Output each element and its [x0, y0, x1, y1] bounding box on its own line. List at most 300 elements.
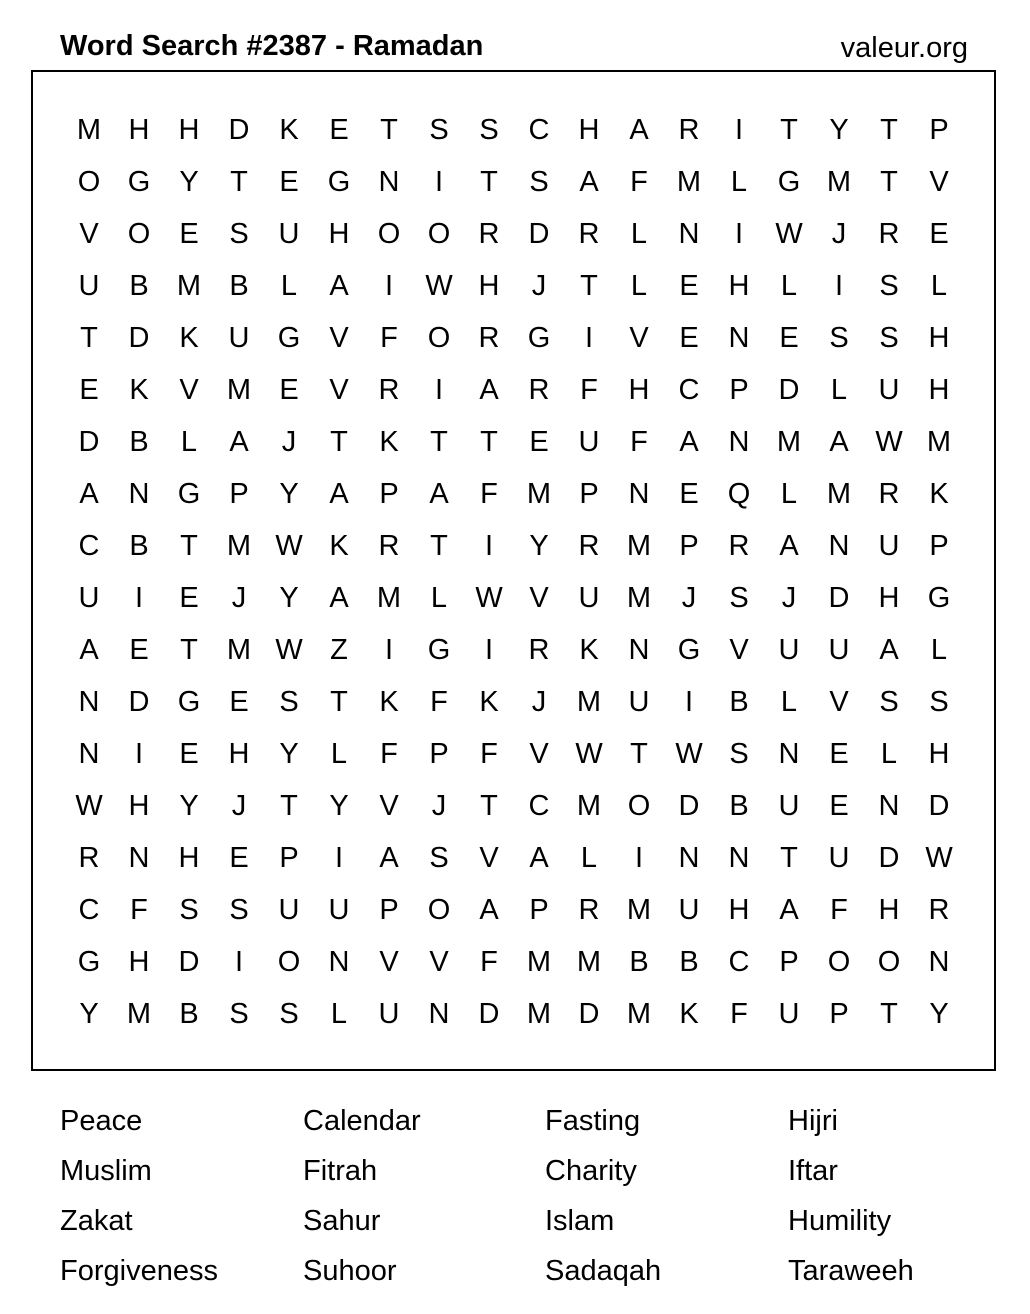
grid-letter: S — [829, 322, 849, 354]
grid-letter: I — [134, 582, 144, 614]
grid-letter: A — [379, 842, 399, 874]
grid-letter: M — [526, 998, 552, 1030]
grid-letter: I — [484, 530, 494, 562]
grid-letter: S — [929, 686, 949, 718]
grid-letter: W — [775, 218, 803, 250]
grid-letter: D — [678, 790, 700, 822]
grid-letter: R — [928, 894, 950, 926]
grid-letter: H — [878, 582, 900, 614]
grid-letter: N — [728, 426, 750, 458]
grid-letter: Y — [179, 166, 199, 198]
grid-letter: H — [628, 374, 650, 406]
grid-letter: F — [480, 946, 498, 978]
grid-letter: N — [128, 842, 150, 874]
grid-letter: L — [330, 998, 348, 1030]
grid-letter: A — [329, 478, 349, 510]
grid-letter: W — [875, 426, 903, 458]
grid-letter: E — [929, 218, 949, 250]
grid-letter: W — [575, 738, 603, 770]
grid-letter: M — [626, 530, 652, 562]
grid-letter: G — [77, 946, 101, 978]
grid-letter: M — [826, 478, 852, 510]
grid-letter: H — [478, 270, 500, 302]
grid-letter: P — [279, 842, 299, 874]
grid-letter: A — [329, 270, 349, 302]
grid-letter: S — [429, 114, 449, 146]
grid-letter: S — [879, 686, 899, 718]
grid-letter: F — [730, 998, 748, 1030]
grid-letter: U — [778, 790, 800, 822]
grid-letter: M — [776, 426, 802, 458]
grid-letter: I — [384, 634, 394, 666]
grid-letter: G — [277, 322, 301, 354]
grid-letter: V — [479, 842, 499, 874]
grid-letter: A — [629, 114, 649, 146]
grid-letter: N — [378, 166, 400, 198]
grid-letter: B — [679, 946, 699, 978]
grid-letter: H — [728, 894, 750, 926]
grid-letter: G — [177, 686, 201, 718]
grid-letter: T — [480, 426, 498, 458]
grid-letter: C — [78, 530, 100, 562]
grid-letter: M — [626, 998, 652, 1030]
grid-letter: U — [378, 998, 400, 1030]
grid-letter: Z — [330, 634, 348, 666]
grid-letter: E — [279, 166, 299, 198]
grid-letter: I — [334, 842, 344, 874]
grid-letter: U — [828, 842, 850, 874]
grid-letter: M — [76, 114, 102, 146]
grid-letter: L — [430, 582, 448, 614]
grid-letter: Y — [279, 478, 299, 510]
grid-letter: L — [180, 426, 198, 458]
grid-letter: W — [275, 634, 303, 666]
grid-letter: R — [378, 530, 400, 562]
grid-letter: E — [829, 738, 849, 770]
grid-letter: H — [128, 114, 150, 146]
grid-letter: G — [327, 166, 351, 198]
grid-letter: W — [925, 842, 953, 874]
grid-letter: F — [630, 426, 648, 458]
grid-letter: I — [734, 114, 744, 146]
grid-letter: P — [429, 738, 449, 770]
grid-letter: R — [478, 218, 500, 250]
grid-letter: I — [134, 738, 144, 770]
grid-letter: P — [579, 478, 599, 510]
grid-letter: I — [584, 322, 594, 354]
grid-letter: R — [578, 530, 600, 562]
grid-letter: R — [528, 374, 550, 406]
grid-letter: T — [780, 842, 798, 874]
grid-letter: D — [128, 686, 150, 718]
grid-letter: I — [234, 946, 244, 978]
grid-letter: K — [679, 998, 699, 1030]
grid-letter: S — [279, 686, 299, 718]
grid-letter: U — [828, 634, 850, 666]
grid-letter: P — [379, 478, 399, 510]
grid-letter: N — [728, 322, 750, 354]
grid-letter: M — [626, 894, 652, 926]
grid-letter: U — [78, 582, 100, 614]
grid-letter: H — [878, 894, 900, 926]
grid-letter: E — [679, 478, 699, 510]
grid-letter: I — [734, 218, 744, 250]
grid-letter: O — [427, 218, 451, 250]
grid-letter: O — [377, 218, 401, 250]
grid-letter: A — [879, 634, 899, 666]
grid-letter: L — [630, 218, 648, 250]
grid-letter: N — [928, 946, 950, 978]
grid-letter: T — [780, 114, 798, 146]
grid-letter: L — [780, 478, 798, 510]
grid-letter: D — [78, 426, 100, 458]
grid-letter: O — [827, 946, 851, 978]
grid-letter: R — [578, 894, 600, 926]
grid-letter: H — [178, 842, 200, 874]
grid-letter: L — [880, 738, 898, 770]
grid-letter: O — [877, 946, 901, 978]
grid-letter: K — [379, 426, 399, 458]
grid-letter: S — [179, 894, 199, 926]
grid-letter: U — [628, 686, 650, 718]
grid-letter: N — [878, 790, 900, 822]
grid-letter: B — [629, 946, 649, 978]
grid-letter: L — [730, 166, 748, 198]
grid-letter: I — [434, 166, 444, 198]
grid-letter: M — [526, 478, 552, 510]
grid-letter: D — [128, 322, 150, 354]
grid-letter: M — [226, 374, 252, 406]
grid-letter: E — [279, 374, 299, 406]
grid-letter: E — [329, 114, 349, 146]
grid-letter: V — [329, 374, 349, 406]
grid-letter: T — [380, 114, 398, 146]
grid-letter: H — [928, 322, 950, 354]
grid-letter: V — [379, 946, 399, 978]
grid-letter: G — [927, 582, 951, 614]
grid-letter: E — [529, 426, 549, 458]
grid-letter: L — [280, 270, 298, 302]
grid-letter: V — [729, 634, 749, 666]
grid-letter: N — [128, 478, 150, 510]
grid-letter: W — [425, 270, 453, 302]
grid-letter: M — [826, 166, 852, 198]
grid-letter: P — [779, 946, 799, 978]
grid-letter: I — [634, 842, 644, 874]
grid-letter: S — [729, 738, 749, 770]
word-list-item: Sahur — [303, 1205, 381, 1237]
grid-letter: J — [681, 582, 697, 614]
grid-letter: R — [78, 842, 100, 874]
grid-letter: A — [579, 166, 599, 198]
grid-letter: O — [427, 894, 451, 926]
grid-letter: J — [831, 218, 847, 250]
grid-letter: M — [576, 686, 602, 718]
grid-letter: A — [229, 426, 249, 458]
grid-letter: T — [80, 322, 98, 354]
grid-letter: M — [676, 166, 702, 198]
grid-letter: M — [576, 790, 602, 822]
grid-letter: M — [376, 582, 402, 614]
grid-letter: C — [528, 790, 550, 822]
grid-letter: G — [677, 634, 701, 666]
grid-letter: F — [430, 686, 448, 718]
grid-letter: F — [630, 166, 648, 198]
grid-letter: M — [226, 634, 252, 666]
grid-letter: I — [484, 634, 494, 666]
grid-letter: R — [528, 634, 550, 666]
word-list-item: Sadaqah — [545, 1255, 662, 1287]
grid-letter: J — [781, 582, 797, 614]
grid-letter: E — [229, 686, 249, 718]
word-list-item: Charity — [545, 1155, 637, 1187]
grid-letter: D — [528, 218, 550, 250]
grid-letter: G — [127, 166, 151, 198]
word-list-item: Calendar — [303, 1105, 421, 1137]
grid-letter: L — [930, 634, 948, 666]
grid-letter: L — [780, 270, 798, 302]
grid-letter: F — [480, 478, 498, 510]
grid-letter: R — [678, 114, 700, 146]
grid-letter: A — [79, 634, 99, 666]
grid-letter: T — [880, 166, 898, 198]
grid-letter: F — [580, 374, 598, 406]
grid-letter: P — [929, 530, 949, 562]
grid-letter: C — [728, 946, 750, 978]
grid-letter: G — [427, 634, 451, 666]
grid-letter: W — [275, 530, 303, 562]
grid-letter: O — [277, 946, 301, 978]
grid-letter: P — [729, 374, 749, 406]
grid-letter: R — [878, 478, 900, 510]
grid-letter: A — [829, 426, 849, 458]
grid-letter: J — [531, 270, 547, 302]
grid-letter: T — [880, 998, 898, 1030]
word-list-item: Muslim — [60, 1155, 152, 1187]
puzzle-title: Word Search #2387 - Ramadan — [60, 30, 484, 62]
grid-letter: M — [126, 998, 152, 1030]
word-list-item: Fasting — [545, 1105, 641, 1137]
word-list-item: Iftar — [788, 1155, 838, 1187]
grid-letter: G — [527, 322, 551, 354]
grid-letter: J — [231, 582, 247, 614]
grid-letter: S — [529, 166, 549, 198]
grid-letter: J — [231, 790, 247, 822]
grid-letter: L — [830, 374, 848, 406]
grid-letter: H — [128, 946, 150, 978]
grid-letter: Y — [279, 582, 299, 614]
grid-letter: T — [880, 114, 898, 146]
site-name: valeur.org — [840, 32, 968, 64]
word-list-item: Suhoor — [303, 1255, 397, 1287]
grid-letter: E — [679, 322, 699, 354]
grid-letter: V — [329, 322, 349, 354]
grid-letter: U — [878, 530, 900, 562]
grid-letter: F — [380, 738, 398, 770]
grid-letter: E — [79, 374, 99, 406]
grid-letter: P — [229, 478, 249, 510]
grid-letter: U — [678, 894, 700, 926]
grid-letter: Y — [829, 114, 849, 146]
grid-letter: K — [929, 478, 949, 510]
word-list-item: Taraweeh — [788, 1255, 914, 1287]
grid-letter: K — [579, 634, 599, 666]
grid-letter: U — [778, 998, 800, 1030]
grid-letter: B — [179, 998, 199, 1030]
grid-letter: U — [278, 218, 300, 250]
grid-letter: V — [929, 166, 949, 198]
word-list-item: Zakat — [60, 1205, 133, 1237]
grid-letter: N — [428, 998, 450, 1030]
grid-letter: U — [328, 894, 350, 926]
grid-letter: T — [430, 530, 448, 562]
grid-letter: M — [926, 426, 952, 458]
word-list-item: Islam — [545, 1205, 615, 1237]
grid-letter: P — [929, 114, 949, 146]
grid-letter: R — [478, 322, 500, 354]
grid-letter: K — [479, 686, 499, 718]
grid-letter: O — [77, 166, 101, 198]
grid-letter: V — [379, 790, 399, 822]
grid-letter: G — [777, 166, 801, 198]
grid-letter: V — [529, 582, 549, 614]
grid-letter: K — [379, 686, 399, 718]
grid-letter: D — [778, 374, 800, 406]
grid-letter: P — [679, 530, 699, 562]
grid-letter: Q — [727, 478, 751, 510]
grid-letter: E — [179, 738, 199, 770]
grid-letter: N — [628, 634, 650, 666]
grid-letter: M — [526, 946, 552, 978]
grid-letter: E — [679, 270, 699, 302]
grid-letter: V — [79, 218, 99, 250]
grid-letter: L — [780, 686, 798, 718]
grid-letter: H — [728, 270, 750, 302]
grid-letter: C — [78, 894, 100, 926]
grid-letter: Y — [279, 738, 299, 770]
grid-letter: S — [229, 894, 249, 926]
grid-letter: C — [528, 114, 550, 146]
grid-letter: T — [630, 738, 648, 770]
grid-letter: C — [678, 374, 700, 406]
grid-letter: V — [429, 946, 449, 978]
grid-letter: P — [829, 998, 849, 1030]
grid-letter: H — [928, 374, 950, 406]
grid-letter: O — [427, 322, 451, 354]
grid-letter: R — [878, 218, 900, 250]
grid-letter: A — [429, 478, 449, 510]
grid-letter: B — [129, 530, 149, 562]
grid-letter: H — [578, 114, 600, 146]
grid-letter: O — [127, 218, 151, 250]
grid-letter: A — [479, 894, 499, 926]
grid-letter: T — [280, 790, 298, 822]
grid-letter: K — [179, 322, 199, 354]
grid-letter: N — [778, 738, 800, 770]
grid-letter: I — [384, 270, 394, 302]
grid-letter: H — [228, 738, 250, 770]
grid-letter: T — [480, 166, 498, 198]
grid-letter: M — [226, 530, 252, 562]
grid-letter: W — [675, 738, 703, 770]
grid-letter: K — [279, 114, 299, 146]
word-list-item: Peace — [60, 1105, 143, 1137]
grid-letter: S — [429, 842, 449, 874]
grid-letter: V — [829, 686, 849, 718]
grid-letter: E — [229, 842, 249, 874]
grid-letter: U — [78, 270, 100, 302]
word-list-item: Forgiveness — [60, 1255, 218, 1287]
grid-letter: T — [330, 426, 348, 458]
grid-letter: L — [930, 270, 948, 302]
grid-letter: J — [431, 790, 447, 822]
grid-letter: E — [779, 322, 799, 354]
grid-letter: D — [478, 998, 500, 1030]
grid-letter: M — [626, 582, 652, 614]
grid-letter: L — [580, 842, 598, 874]
grid-letter: T — [580, 270, 598, 302]
grid-letter: S — [729, 582, 749, 614]
grid-letter: S — [879, 270, 899, 302]
grid-letter: D — [578, 998, 600, 1030]
grid-letter: U — [278, 894, 300, 926]
grid-letter: R — [378, 374, 400, 406]
grid-letter: N — [628, 478, 650, 510]
word-list-item: Humility — [788, 1205, 892, 1237]
grid-letter: A — [79, 478, 99, 510]
grid-letter: N — [678, 218, 700, 250]
grid-letter: U — [578, 426, 600, 458]
grid-letter: D — [228, 114, 250, 146]
grid-letter: E — [179, 582, 199, 614]
grid-letter: D — [928, 790, 950, 822]
grid-letter: D — [878, 842, 900, 874]
grid-letter: V — [179, 374, 199, 406]
grid-letter: E — [179, 218, 199, 250]
grid-letter: A — [479, 374, 499, 406]
grid-letter: D — [178, 946, 200, 978]
grid-letter: T — [430, 426, 448, 458]
grid-letter: O — [627, 790, 651, 822]
grid-letter: V — [629, 322, 649, 354]
grid-letter: P — [529, 894, 549, 926]
grid-letter: H — [328, 218, 350, 250]
grid-letter: L — [330, 738, 348, 770]
grid-letter: Y — [529, 530, 549, 562]
grid-letter: A — [529, 842, 549, 874]
grid-letter: J — [531, 686, 547, 718]
grid-letter: A — [779, 894, 799, 926]
grid-letter: N — [678, 842, 700, 874]
grid-letter: N — [78, 686, 100, 718]
grid-letter: W — [475, 582, 503, 614]
grid-letter: B — [129, 426, 149, 458]
grid-letter: B — [129, 270, 149, 302]
grid-letter: B — [729, 790, 749, 822]
grid-letter: J — [281, 426, 297, 458]
grid-letter: H — [128, 790, 150, 822]
grid-letter: H — [178, 114, 200, 146]
grid-letter: M — [576, 946, 602, 978]
grid-letter: Y — [79, 998, 99, 1030]
grid-letter: T — [180, 530, 198, 562]
grid-letter: F — [830, 894, 848, 926]
grid-letter: D — [828, 582, 850, 614]
grid-letter: A — [329, 582, 349, 614]
grid-letter: U — [228, 322, 250, 354]
grid-letter: Y — [329, 790, 349, 822]
grid-letter: I — [434, 374, 444, 406]
